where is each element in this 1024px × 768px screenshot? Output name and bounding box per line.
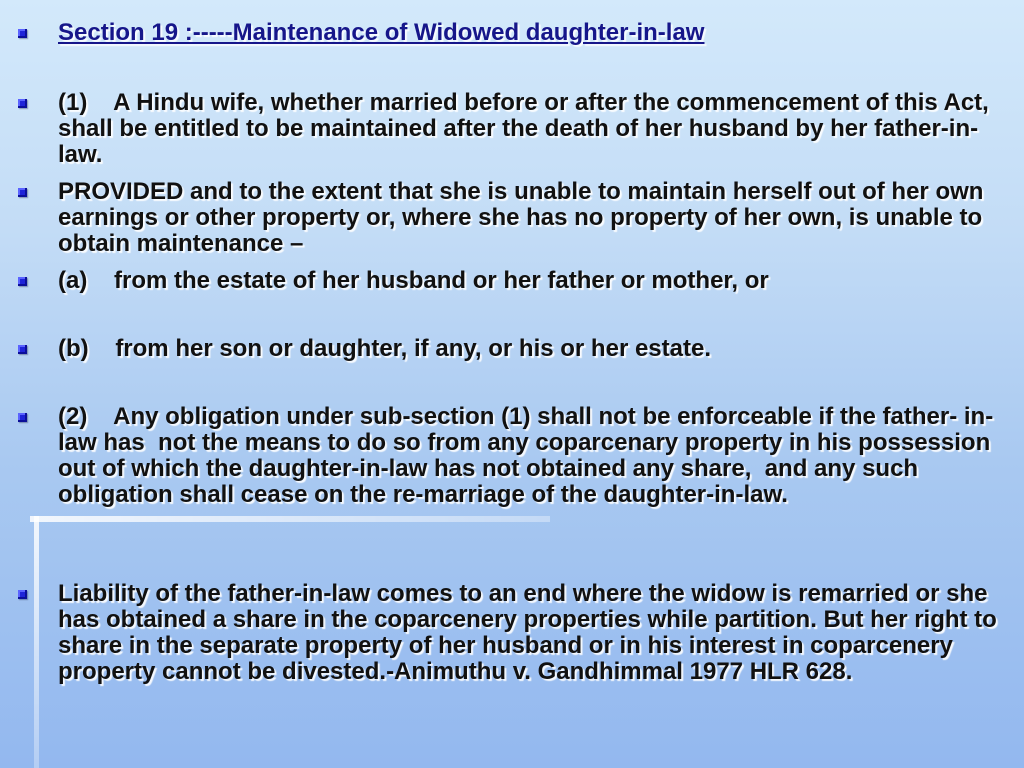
bullet-text: (b) from her son or daughter, if any, or his or her estate. (58, 335, 711, 362)
slide-title: Section 19 :-----Maintenance of Widowed daughter-in-law (58, 19, 705, 46)
bullet-text: (a) from the estate of her husband or her father or mother, or (58, 267, 769, 294)
bullet-text: PROVIDED and to the extent that she is unable to maintain herself out of her own earnings or other property or, where she has no property of her own, is unable to obtain maintenance – (58, 178, 991, 257)
bullet-subsection-2 (18, 404, 1014, 508)
bullet-text: Liability of the father-in-law comes to an end where the widow is remarried or she has obtained a share in the coparcenery properties while partition. But her right to share in the separate property of her husband or in his interest in coparcenery property cannot be divested.-Animuthu v. Gandhimmal 1977 HLR 628. (58, 580, 1004, 685)
bullet-square-icon (18, 277, 27, 286)
bullet-text: (1) A Hindu wife, whether married before or after the commencement of this Act, shall be entitled to be maintained after the death of her husband by her father-in-law. (58, 89, 996, 168)
bullet-square-icon (18, 590, 27, 599)
bullet-square-icon (18, 188, 27, 197)
bullet-square-icon (18, 99, 27, 108)
bullet-proviso (18, 179, 1014, 257)
bullet-square-icon (18, 345, 27, 354)
bullet-clause-a (18, 268, 1014, 294)
bullet-liability (18, 581, 1014, 685)
bullet-subsection-1 (18, 90, 1014, 168)
bullet-square-icon (18, 29, 27, 38)
bullet-text: (2) Any obligation under sub-section (1) shall not be enforceable if the father- in- law has not the means to do so from any coparcenary property in his possession out of which the daughter-in-law has not obtained any share, and any such obligation shall cease on the re-marriage of the daughter-in-law. (58, 403, 1000, 508)
bullet-title (18, 20, 1014, 46)
bullet-square-icon (18, 413, 27, 422)
bullet-clause-b (18, 336, 1014, 362)
